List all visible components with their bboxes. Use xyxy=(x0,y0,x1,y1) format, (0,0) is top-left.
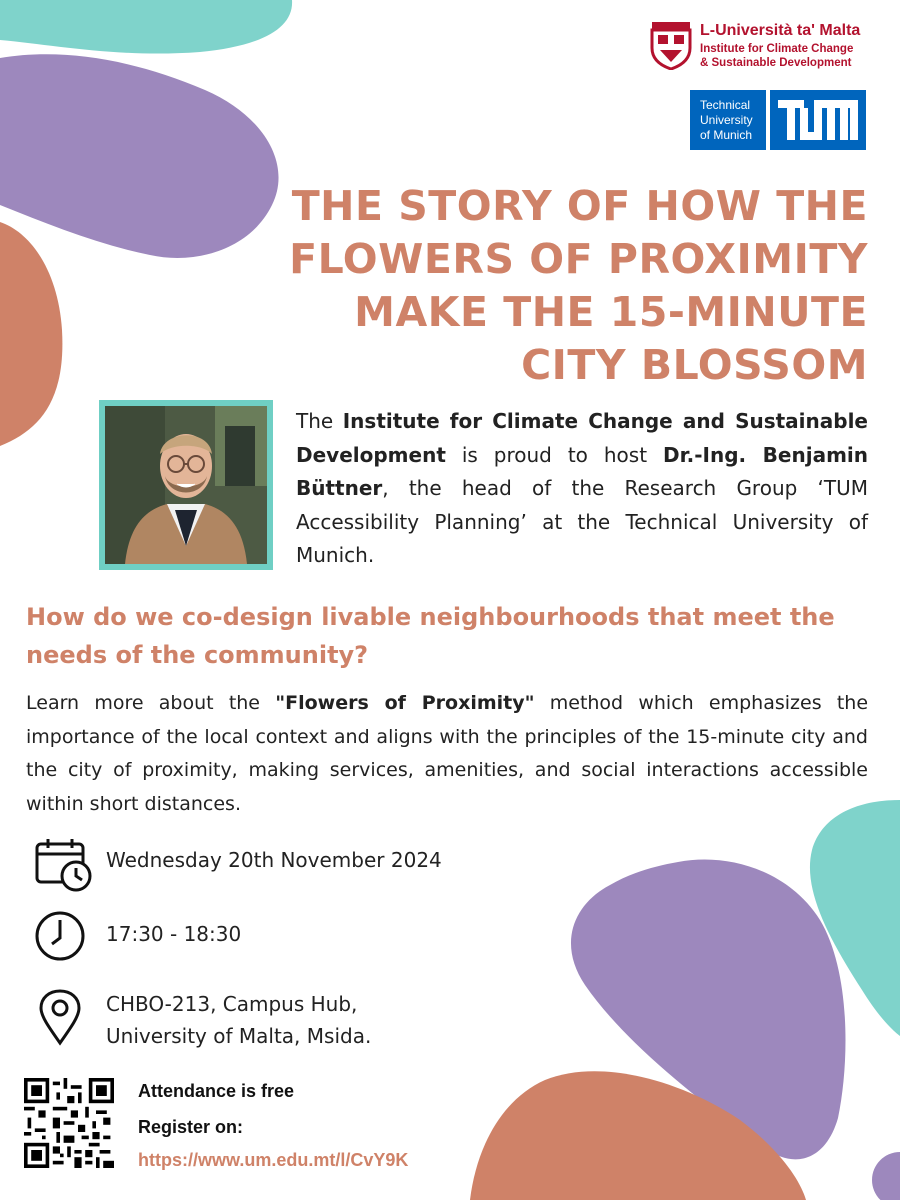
body-text-1: Learn more about the xyxy=(26,692,276,714)
intro-text-3: , the head of the Research Group ‘TUM Accessibility Planning’ at the Technical University of Munich. xyxy=(296,476,868,567)
intro-text-1: The xyxy=(296,409,343,433)
calendar-clock-icon xyxy=(34,836,94,892)
location-line1: CHBO-213, Campus Hub, xyxy=(106,992,358,1016)
institute-name: Institute for Climate Change and Sustainable Development xyxy=(296,409,868,467)
um-institute xyxy=(700,42,853,70)
tum-name xyxy=(700,98,753,143)
intro-paragraph xyxy=(296,405,868,573)
register-label: Register on: xyxy=(138,1117,244,1137)
method-name: "Flowers of Proximity" xyxy=(275,692,535,714)
tum-line3: of Munich xyxy=(700,128,753,142)
event-location xyxy=(106,988,371,1052)
speaker-name: Dr.-Ing. Benjamin Büttner xyxy=(296,442,868,500)
qr-code[interactable] xyxy=(24,1078,114,1168)
tum-text-box xyxy=(690,90,766,150)
tum-logo xyxy=(690,90,866,150)
event-time: 17:30 - 18:30 xyxy=(106,922,242,946)
location-line2: University of Malta, Msida. xyxy=(106,1024,372,1048)
tum-line2: University xyxy=(700,113,753,127)
purple-dot-bottom-right xyxy=(872,1152,900,1200)
um-institute-line2: & Sustainable Development xyxy=(700,57,852,69)
um-crest-icon xyxy=(648,20,694,70)
intro-text-2: is proud to host xyxy=(445,442,663,467)
um-name: L-Università ta' Malta xyxy=(700,22,861,39)
clock-icon xyxy=(34,910,86,962)
attendance-note: Attendance is free xyxy=(138,1081,295,1101)
question-heading: How do we co-design livable neighbourhoods that meet the needs of the community? xyxy=(26,603,835,669)
coral-petal-left xyxy=(0,222,62,446)
speaker-photo xyxy=(105,406,267,564)
registration-link[interactable]: https://www.um.edu.mt/l/CvY9K xyxy=(138,1150,409,1170)
teal-petal-top-left xyxy=(0,0,292,54)
poster-title: THE STORY OF HOW THE FLOWERS OF PROXIMITY MAKE THE 15-MINUTE CITY BLOSSOM xyxy=(289,182,868,389)
purple-petal-top-left xyxy=(0,54,279,258)
tum-mark xyxy=(770,90,866,150)
description-paragraph xyxy=(26,687,868,821)
tum-mark-icon xyxy=(770,90,866,150)
speaker-portrait xyxy=(99,400,273,570)
event-date: Wednesday 20th November 2024 xyxy=(106,848,442,872)
university-of-malta-logo xyxy=(648,18,878,74)
body-text-2: method which emphasizes the importance of the local context and aligns with the principles of the 15-minute city and the city of proximity, making services, amenities, and social interactions accessible within short distances. xyxy=(26,692,869,815)
location-pin-icon xyxy=(38,988,82,1046)
um-institute-line1: Institute for Climate Change xyxy=(700,43,854,55)
tum-line1: Technical xyxy=(700,98,751,112)
